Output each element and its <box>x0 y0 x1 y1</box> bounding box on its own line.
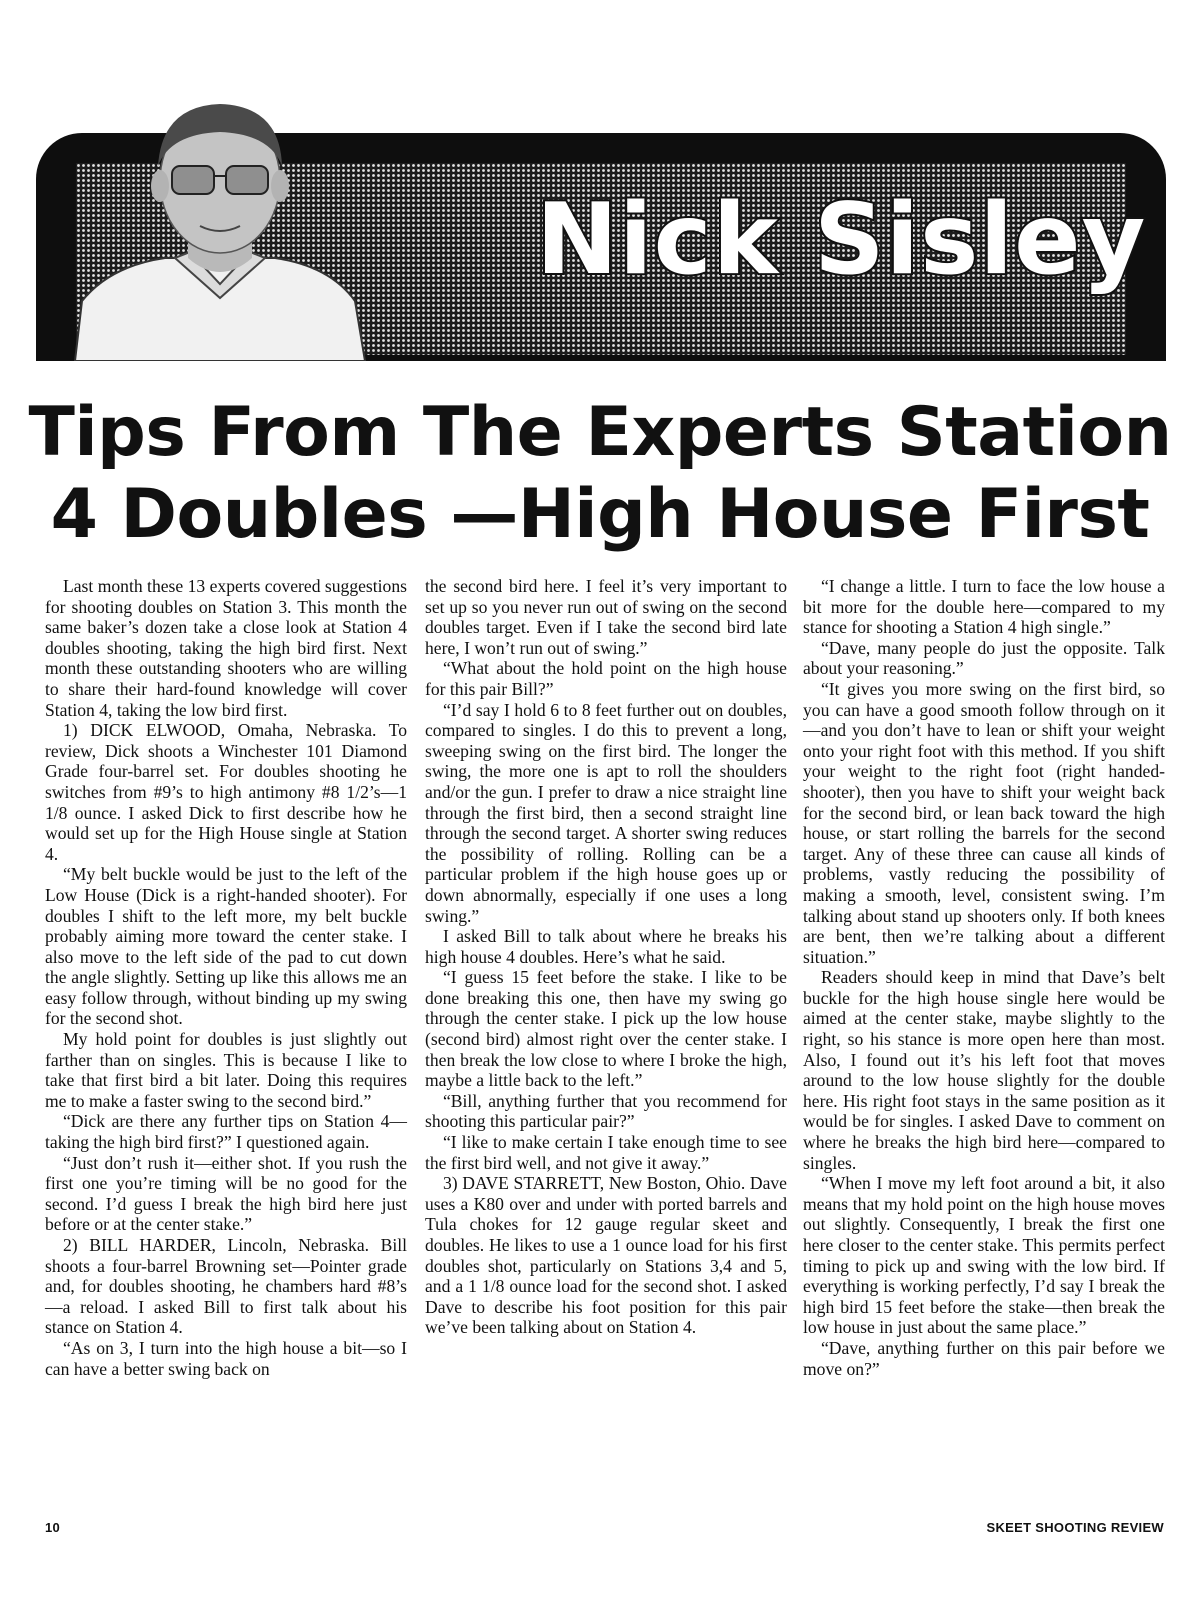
paragraph: “What about the hold point on the high house for this pair Bill?” <box>425 658 787 699</box>
paragraph: “I guess 15 feet before the stake. I like to be done breaking this one, then have my swing go through the center stake. I pick up the low house (second bird) almost right over the center stake. I then break the low close to where I broke the high, maybe a little back to the left.” <box>425 967 787 1091</box>
paragraph: “My belt buckle would be just to the left of the Low House (Dick is a right-handed shooter). For doubles I shift to the left more, my belt buckle probably aiming more toward the center stake. I also move to the left side of the pad to cut down the angle slightly. Setting up like this allows me an easy follow through, without binding up my swing for the second shot. <box>45 864 407 1029</box>
paragraph: “When I move my left foot around a bit, it also means that my hold point on the high house moves out slightly. Consequently, I break the first one here closer to the center stake. This permits perfect timing to pick up and swing with the low bird. If everything is working perfectly, I’d say I break the high bird 15 feet before the stake—then break the low house in just about the same place.” <box>803 1173 1165 1338</box>
paragraph: “Bill, anything further that you recommend for shooting this particular pair?” <box>425 1090 787 1132</box>
paragraph: the second bird here. I feel it’s very important to set up so you never run out of swing on the second doubles target. Even if I take the second bird late here, I won’t run out of swing.” <box>425 576 787 658</box>
paragraph: I asked Bill to talk about where he breaks his high house 4 doubles. Here’s what he said. <box>425 926 787 967</box>
author-portrait-photo <box>70 86 370 361</box>
paragraph: “It gives you more swing on the first bird, so you can have a good smooth follow through on it—and you don’t have to lean or shift your weight onto your right foot with this method. If you shift your weight to the right foot (right handed-shooter), then you have to shift your weight back for the second bird, or lean back toward the high house, or start rolling the barrels for the second target. Any of these three can cause all kinds of problems, vastly reducing the possibility of making a smooth, level, consistent swing. I’m talking about stand up shooters only. If both knees are bent, then we’re talking about a different situation.” <box>803 678 1165 967</box>
paragraph: “I change a little. I turn to face the low house a bit more for the double here—compared to my stance for shooting a Station 4 high single.” <box>803 576 1165 638</box>
paragraph: “I’d say I hold 6 to 8 feet further out on doubles, compared to singles. I do this to prevent a long, sweeping swing on the first bird. The longer the swing, the more one is apt to roll the shoulders and/or the gun. I prefer to draw a nice straight line through the first bird, then a second straight line through the second target. A shorter swing reduces the possibility of rolling. Rolling can be a particular problem if the high house goes up or down abnormally, especially if one uses a long swing.” <box>425 699 787 926</box>
article-column-1 <box>45 576 407 1379</box>
paragraph: 3) DAVE STARRETT, New Boston, Ohio. Dave uses a K80 over and under with ported barrels and Tula chokes for 12 gauge regular skeet and doubles. He likes to use a 1 ounce load for his first doubles shot, particularly on Stations 3,4 and 5, and a 1 1/8 ounce load for the second shot. I asked Dave to describe his foot position for this pair we’ve been talking about on Station 4. <box>425 1173 787 1338</box>
paragraph: 2) BILL HARDER, Lincoln, Nebraska. Bill shoots a four-barrel Browning set—Pointer grade and, for doubles shooting, he chambers hard #8’s—a reload. I asked Bill to first talk about his stance on Station 4. <box>45 1235 407 1338</box>
paragraph: “Dave, anything further on this pair before we move on?” <box>803 1337 1165 1379</box>
paragraph: Last month these 13 experts covered suggestions for shooting doubles on Station 3. This month the same baker’s dozen take a close look at Station 4 doubles shooting, taking the high bird first. Next month these outstanding shooters who are willing to share their hard-found knowledge will cover Station 4, taking the low bird first. <box>45 576 407 720</box>
paragraph: “I like to make certain I take enough time to see the first bird well, and not give it away.” <box>425 1132 787 1173</box>
paragraph: 1) DICK ELWOOD, Omaha, Nebraska. To review, Dick shoots a Winchester 101 Diamond Grade four-barrel set. For doubles shooting he switches from #9’s to high antimony #8 1/2’s—1 1/8 ounce. I asked Dick to first describe how he would set up for the High House single at Station 4. <box>45 720 407 864</box>
article-headline: Tips From The Experts Station 4 Doubles —High House First <box>28 393 1172 554</box>
article-column-2 <box>425 576 787 1338</box>
article-column-3 <box>803 576 1165 1379</box>
paragraph: Readers should keep in mind that Dave’s belt buckle for the high house single here would be aimed at the center stake, maybe slightly to the right, so his stance is more open here than most. Also, I found out it’s his left foot that moves around to the low house slightly for the double here. His right foot stays in the same position as it would be for singles. I asked Dave to comment on where he breaks the high bird here—compared to singles. <box>803 967 1165 1173</box>
paragraph: “Just don’t rush it—either shot. If you rush the first one you’re timing will be no good for the second. I’d guess I break the high bird here just before or at the center stake.” <box>45 1152 407 1235</box>
author-name-logo: Nick Sisley <box>536 183 1147 297</box>
paragraph: “As on 3, I turn into the high house a bit—so I can have a better swing back on <box>45 1337 407 1379</box>
paragraph: “Dave, many people do just the opposite. Talk about your reasoning.” <box>803 637 1165 679</box>
paragraph: “Dick are there any further tips on Station 4—taking the high bird first?” I questioned again. <box>45 1111 407 1153</box>
paragraph: My hold point for doubles is just slightly out farther than on singles. This is because I like to take that first bird a bit later. Doing this requires me to make a faster swing to the second bird.” <box>45 1029 407 1111</box>
publication-name: SKEET SHOOTING REVIEW <box>986 1520 1164 1535</box>
page-number: 10 <box>45 1520 61 1535</box>
